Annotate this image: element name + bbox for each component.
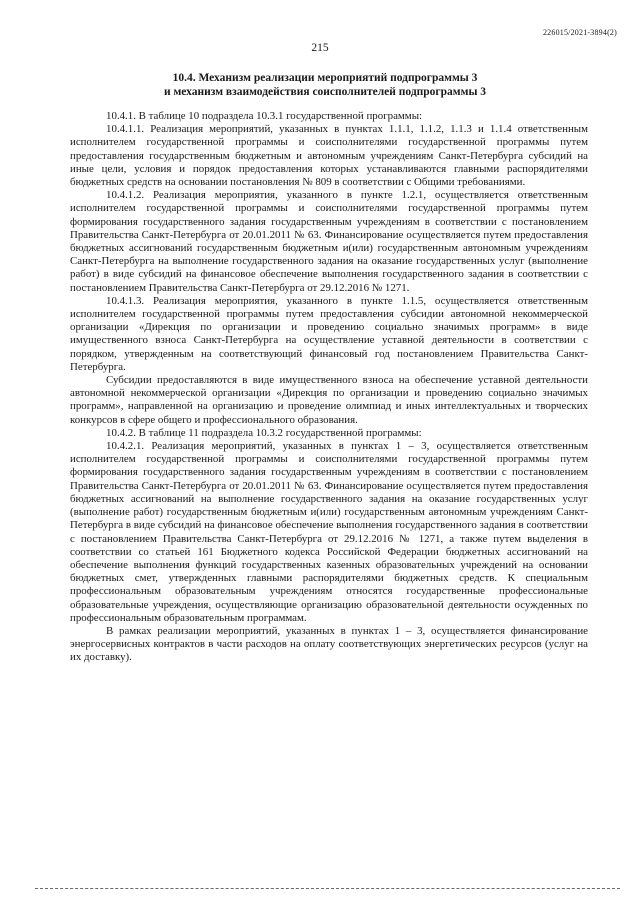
section-title-line-1: 10.4. Механизм реализации мероприятий подпрограммы 3 — [172, 72, 478, 84]
page-number: 215 — [311, 42, 329, 54]
paragraph-10-4-2-1: 10.4.2.1. Реализация мероприятий, указанных в пунктах 1 – 3, осуществляется ответственным исполнителем государственной программы и соисполнителями государственной программы путем формирования государственного задания государственным учреждениям в соответствии с постановлением Правительства Санкт-Петербурга от 20.01.2011 № 63. Финансирование осуществляется путем предоставления бюджетных ассигнований на выполнение государственного задания на оказание государственных услуг (выполнение работ) государственным бюджетным и(или) государственным автономным учреждениям Санкт-Петербурга в виде субсидий на финансовое обеспечение выполнения государственного задания в соответствии с постановлением Правительства Санкт-Петербурга от 29.12.2016 № 1271, а также путем выделения в соответствии со статьей 161 Бюджетного кодекса Российской Федерации бюджетных ассигнований на обеспечение выполнения функций государственных казенных образовательных учреждений на основании бюджетных смет, утвержденных главными распорядителями бюджетных средств. К специальным профессиональным образовательным учреждениям относятся государственные профессиональные образовательные учреждения, осуществляющие организацию образовательной деятельности осужденных по профессиональным образовательным программам. — [70, 440, 588, 624]
paragraph-10-4-1: 10.4.1. В таблице 10 подраздела 10.3.1 государственной программы: — [106, 110, 423, 122]
paragraph-10-4-1-2: 10.4.1.2. Реализация мероприятия, указанного в пункте 1.2.1, осуществляется ответственным исполнителем государственной программы и соисполнителями государственной программы путем формирования государственного задания государственным учреждениям в соответствии с постановлением Правительства Санкт-Петербурга от 20.01.2011 № 63. Финансирование осуществляется путем предоставления бюджетных ассигнований государственным бюджетным и(или) государственным автономным учреждениям Санкт-Петербурга на выполнение государственного задания на оказание государственных услуг (выполнение работ) в виде субсидий на финансовое обеспечение выполнения государственного задания в соответствии с постановлением Правительства Санкт-Петербурга от 29.12.2016 № 1271. — [70, 189, 588, 294]
document-body — [70, 110, 588, 665]
paragraph-10-4-1-3: 10.4.1.3. Реализация мероприятия, указанного в пункте 1.1.5, осуществляется ответственным исполнителем государственной программы путем предоставления субсидии автономной некоммерческой организации «Дирекция по организации и проведению социально значимых программ» в виде имущественного взноса Санкт-Петербурга на осуществление уставной деятельности в соответствии с порядком, утвержденным на соответствующий финансовый год постановлением Правительства Санкт-Петербурга. — [70, 294, 588, 373]
paragraph-10-4-1-1: 10.4.1.1. Реализация мероприятий, указанных в пунктах 1.1.1, 1.1.2, 1.1.3 и 1.1.4 ответственным исполнителем государственной программы и соисполнителями государственной программы путем предоставления государственным бюджетным и автономным учреждениям Санкт-Петербурга субсидий на иные цели, условия и порядок предоставления которых устанавливаются главными распорядителями бюджетных средств на основании постановления № 809 в соответствии с Общими требованиями. — [70, 123, 588, 189]
scan-edge-divider — [35, 888, 620, 889]
paragraph-energy-contracts: В рамках реализации мероприятий, указанных в пунктах 1 – 3, осуществляется финансирование энергосервисных контрактов в части расходов на оплату соответствующих энергетических ресурсов (услуг на их доставку). — [70, 624, 588, 664]
section-title-line-2: и механизм взаимодействия соисполнителей подпрограммы 3 — [163, 86, 487, 98]
paragraph-subsidies: Субсидии предоставляются в виде имущественного взноса на обеспечение уставной деятельности автономной некоммерческой организации «Дирекция по организации и проведению социально значимых программ», направленной на организацию и проведение олимпиад и иных интеллектуальных и творческих конкурсов в сфере общего и профессионального образования. — [70, 374, 588, 426]
paragraph-10-4-2: 10.4.2. В таблице 11 подраздела 10.3.2 государственной программы: — [106, 426, 422, 439]
section-heading — [60, 71, 590, 99]
document-registration-number: 226015/2021-3894(2) — [542, 28, 617, 37]
